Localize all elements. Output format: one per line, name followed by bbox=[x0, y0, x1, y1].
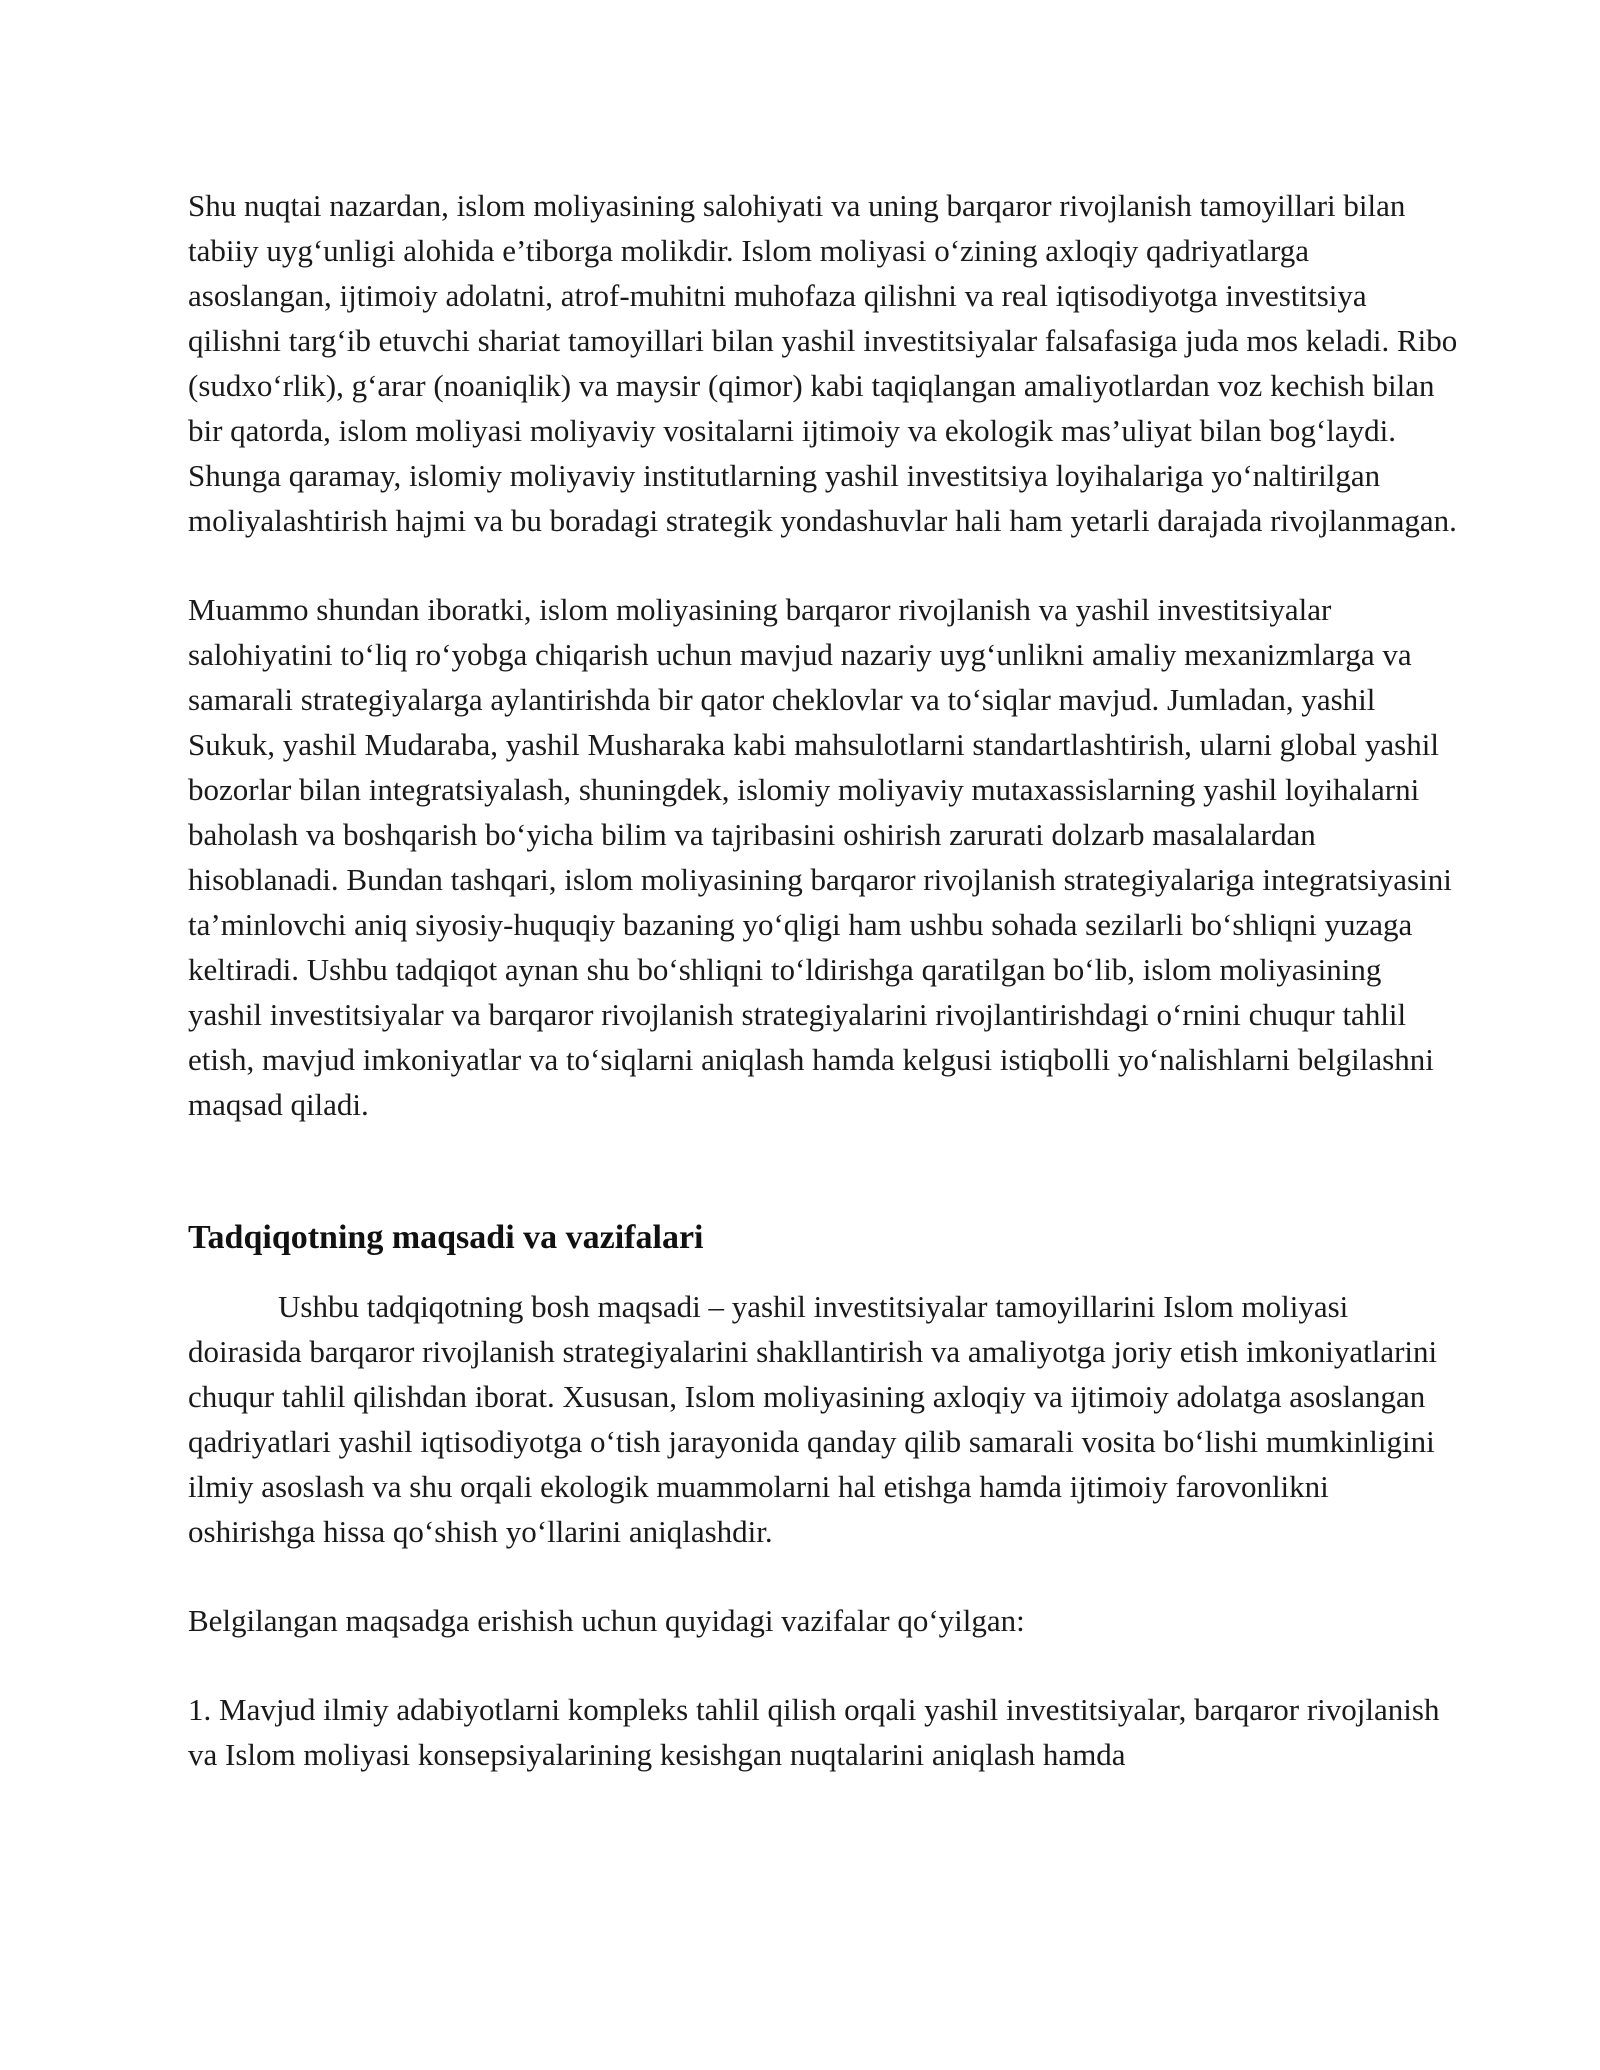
paragraph-research-goal: Ushbu tadqiqotning bosh maqsadi – yashil investitsiyalar tamoyillarini Islom moliyasi doirasida barqaror rivojlanish strategiyalarini shakllantirish va amaliyotga joriy etish imkoniyatlarini chuqur tahlil qilishdan iborat. Xususan, Islom moliyasining axloqiy va ijtimoiy adolatga asoslangan qadriyatlari yashil iqtisodiyotga o‘tish jarayonida qanday qilib samarali vosita bo‘lishi mumkinligini ilmiy asoslash va shu orqali ekologik muammolarni hal etishga hamda ijtimoiy farovonlikni oshirishga hissa qo‘shish yo‘llarini aniqlashdir. bbox=[188, 1289, 1438, 1549]
paragraph-islamic-finance-potential: Shu nuqtai nazardan, islom moliyasining salohiyati va uning barqaror rivojlanish tamoyillari bilan tabiiy uyg‘unligi alohida e’tiborga molikdir. Islom moliyasi o‘zining axloqiy qadriyatlarga asoslangan, ijtimoiy adolatni, atrof-muhitni muhofaza qilishni va real iqtisodiyotga investitsiya qilishni targ‘ib etuvchi shariat tamoyillari bilan yashil investitsiyalar falsafasiga juda mos keladi. Ribo (sudxo‘rlik), g‘arar (noaniqlik) va maysir (qimor) kabi taqiqlangan amaliyotlardan voz kechish bilan bir qatorda, islom moliyasi moliyaviy vositalarni ijtimoiy va ekologik mas’uliyat bilan bog‘laydi. Shunga qaramay, islomiy moliyaviy institutlarning yashil investitsiya loyihalariga yo‘naltirilgan moliyalashtirish hajmi va bu boradagi strategik yondashuvlar hali ham yetarli darajada rivojlanmagan. bbox=[188, 188, 1458, 538]
paragraph-problem-statement: Muammo shundan iboratki, islom moliyasining barqaror rivojlanish va yashil investitsiyalar salohiyatini to‘liq ro‘yobga chiqarish uchun mavjud nazariy uyg‘unlikni amaliy mexanizmlarga va samarali strategiyalarga aylantirishda bir qator cheklovlar va to‘siqlar mavjud. Jumladan, yashil Sukuk, yashil Mudaraba, yashil Musharaka kabi mahsulotlarni standartlashtirish, ularni global yashil bozorlar bilan integratsiyalash, shuningdek, islomiy moliyaviy mutaxassislarning yashil loyihalarni baholash va boshqarish bo‘yicha bilim va tajribasini oshirish zarurati dolzarb masalalardan hisoblanadi. Bundan tashqari, islom moliyasining barqaror rivojlanish strategiyalariga integratsiyasini ta’minlovchi aniq siyosiy-huquqiy bazaning yo‘qligi ham ushbu sohada sezilarli bo‘shliqni yuzaga keltiradi. Ushbu tadqiqot aynan shu bo‘shliqni to‘ldirishga qaratilgan bo‘lib, islom moliyasining yashil investitsiyalar va barqaror rivojlanish strategiyalarini rivojlantirishdagi o‘rnini chuqur tahlil etish, mavjud imkoniyatlar va to‘siqlarni aniqlash hamda kelgusi istiqbolli yo‘nalishlarni belgilashni maqsad qiladi. bbox=[188, 592, 1452, 1122]
section-heading: Tadqiqotning maqsadi va vazifalari bbox=[188, 1219, 704, 1256]
document-body bbox=[188, 183, 1458, 1777]
paragraph-tasks-intro: Belgilangan maqsadga erishish uchun quyidagi vazifalar qo‘yilgan: bbox=[188, 1603, 1025, 1638]
list-item: 1. Mavjud ilmiy adabiyotlarni kompleks tahlil qilish orqali yashil investitsiyalar, barqaror rivojlanish va Islom moliyasi konsepsiyalarining kesishgan nuqtalarini aniqlash hamda bbox=[188, 1692, 1440, 1772]
